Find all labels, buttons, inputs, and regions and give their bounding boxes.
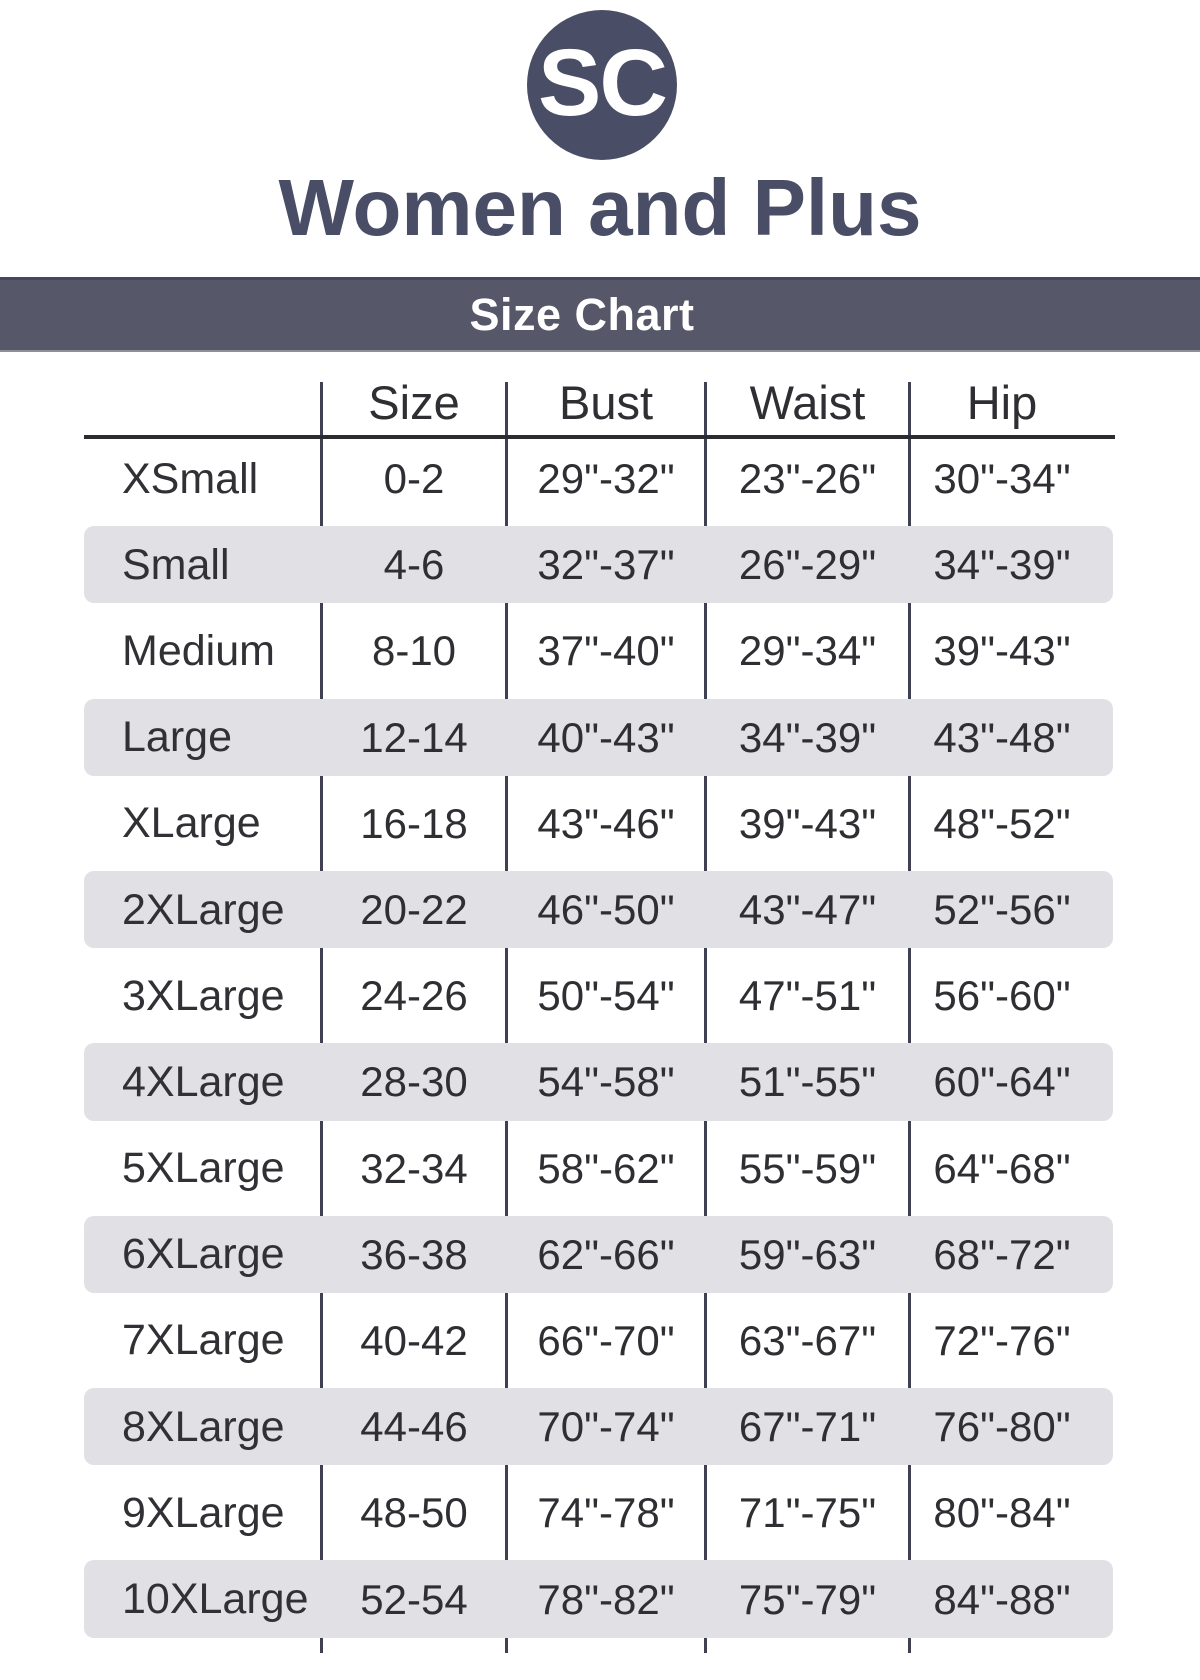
table-row [0, 522, 1200, 608]
size-range-cell: 28-30 [360, 1058, 468, 1106]
size-label: 2XLarge [122, 885, 285, 934]
banner-title: Size Chart [469, 289, 695, 340]
table-row [0, 1384, 1200, 1470]
waist-cell: 34"-39" [738, 713, 877, 761]
size-range-cell: 48-50 [360, 1489, 468, 1537]
table-row [0, 1470, 1200, 1556]
bust-cell: 29"-32" [537, 455, 675, 503]
hip-cell: 30"-34" [933, 455, 1071, 503]
table-row [0, 1039, 1200, 1125]
waist-cell: 43"-47" [738, 886, 877, 934]
bust-cell: 78"-82" [537, 1575, 675, 1623]
size-label: 8XLarge [122, 1402, 285, 1451]
waist-cell: 29"-34" [738, 627, 877, 675]
bust-cell: 32"-37" [537, 541, 675, 589]
size-range-cell: 24-26 [360, 972, 468, 1020]
size-chart-banner [0, 277, 1200, 352]
size-range-cell: 52-54 [360, 1575, 468, 1623]
hip-cell: 68"-72" [933, 1230, 1071, 1278]
column-header-waist: Waist [749, 375, 866, 429]
size-range-cell: 40-42 [360, 1316, 468, 1364]
column-header-bust: Bust [558, 375, 654, 429]
table-row [0, 867, 1200, 953]
table-row [0, 436, 1200, 522]
hip-cell: 43"-48" [933, 713, 1071, 761]
size-range-cell: 44-46 [360, 1403, 468, 1451]
hip-cell: 72"-76" [933, 1316, 1071, 1364]
table-row [0, 1298, 1200, 1384]
table-row [0, 953, 1200, 1039]
size-label: 5XLarge [122, 1144, 285, 1193]
waist-cell: 39"-43" [738, 799, 877, 847]
hip-cell: 76"-80" [933, 1403, 1071, 1451]
hip-cell: 48"-52" [933, 799, 1071, 847]
waist-cell: 26"-29" [738, 541, 877, 589]
table-header-row [0, 368, 1200, 436]
bust-cell: 46"-50" [537, 886, 675, 934]
hip-cell: 80"-84" [933, 1489, 1071, 1537]
waist-cell: 67"-71" [738, 1403, 877, 1451]
hip-cell: 60"-64" [933, 1058, 1071, 1106]
table-rows [0, 436, 1200, 1643]
bust-cell: 50"-54" [537, 972, 675, 1020]
waist-cell: 75"-79" [738, 1575, 877, 1623]
page-title: Women and Plus [278, 163, 922, 252]
waist-cell: 51"-55" [738, 1058, 877, 1106]
hip-cell: 56"-60" [933, 972, 1071, 1020]
column-header-hip: Hip [966, 375, 1038, 429]
size-range-cell: 32-34 [360, 1144, 468, 1192]
size-label: 3XLarge [122, 971, 285, 1020]
bust-cell: 54"-58" [537, 1058, 675, 1106]
size-range-cell: 16-18 [360, 799, 468, 847]
size-range-cell: 12-14 [360, 713, 468, 761]
hip-cell: 84"-88" [933, 1575, 1071, 1623]
bust-cell: 40"-43" [537, 713, 675, 761]
size-label: 10XLarge [122, 1575, 309, 1624]
size-label: XLarge [122, 799, 261, 848]
table-row [0, 1126, 1200, 1212]
table-row [0, 781, 1200, 867]
size-range-cell: 36-38 [360, 1230, 468, 1278]
size-range-cell: 8-10 [371, 627, 457, 675]
waist-cell: 23"-26" [738, 455, 877, 503]
size-label: 7XLarge [122, 1316, 285, 1365]
bust-cell: 37"-40" [537, 627, 675, 675]
bust-cell: 70"-74" [537, 1403, 675, 1451]
waist-cell: 63"-67" [738, 1316, 877, 1364]
hip-cell: 52"-56" [933, 886, 1071, 934]
bust-cell: 62"-66" [537, 1230, 675, 1278]
size-label: Small [122, 540, 230, 589]
size-label: Large [122, 713, 232, 762]
size-range-cell: 0-2 [383, 455, 445, 503]
size-label: XSmall [122, 454, 259, 503]
table-row [0, 1556, 1200, 1642]
sc-logo [527, 10, 677, 160]
waist-cell: 47"-51" [738, 972, 877, 1020]
size-range-cell: 20-22 [360, 886, 468, 934]
table-row [0, 695, 1200, 781]
size-label: 9XLarge [122, 1488, 285, 1537]
sc-logo-text: SC [538, 29, 666, 136]
size-label: 4XLarge [122, 1057, 285, 1106]
bust-cell: 74"-78" [537, 1489, 675, 1537]
hip-cell: 64"-68" [933, 1144, 1071, 1192]
size-range-cell: 4-6 [383, 541, 445, 589]
waist-cell: 55"-59" [738, 1144, 877, 1192]
table-row [0, 1212, 1200, 1298]
table-row [0, 608, 1200, 694]
waist-cell: 59"-63" [738, 1230, 877, 1278]
size-label: Medium [122, 626, 275, 675]
bust-cell: 43"-46" [537, 799, 675, 847]
bust-cell: 58"-62" [537, 1144, 675, 1192]
bust-cell: 66"-70" [537, 1316, 675, 1364]
hip-cell: 34"-39" [933, 541, 1071, 589]
hip-cell: 39"-43" [933, 627, 1071, 675]
column-header-size: Size [368, 375, 460, 429]
size-label: 6XLarge [122, 1230, 285, 1279]
waist-cell: 71"-75" [738, 1489, 877, 1537]
